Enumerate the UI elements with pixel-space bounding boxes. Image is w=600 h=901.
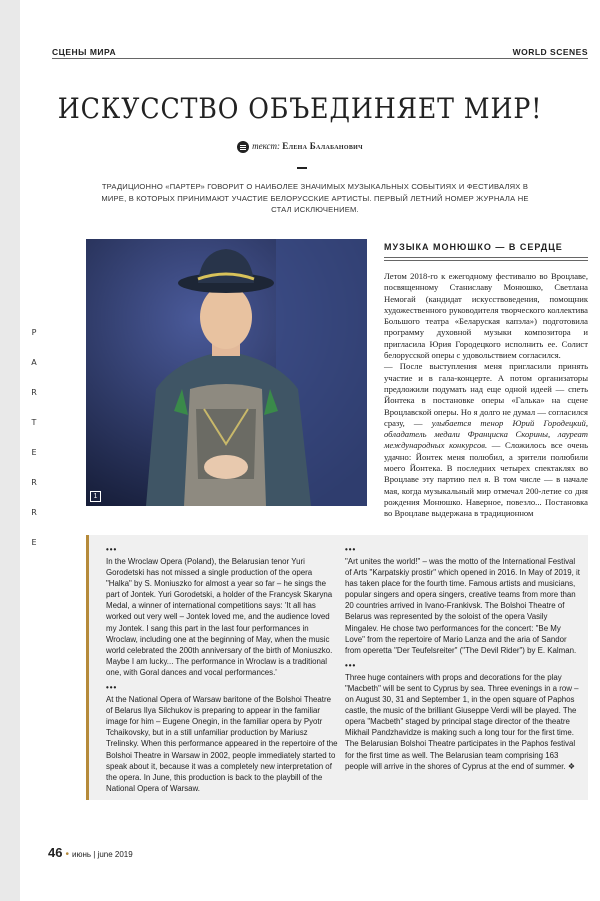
paragraph-marker: ••• bbox=[345, 660, 357, 670]
issue-date: июнь | june 2019 bbox=[71, 850, 133, 859]
quote-attribution: улыбается тенор Юрий Городецкий, обладатель медали Франциска Скорины, лауреат международных конкурсов. bbox=[384, 417, 589, 451]
side-label-parterre bbox=[28, 318, 40, 558]
english-column-right bbox=[345, 546, 581, 778]
text-author-icon bbox=[237, 141, 249, 153]
side-letter: A bbox=[31, 358, 37, 367]
english-summary-box bbox=[86, 535, 588, 800]
tenor-in-costume-photo bbox=[86, 239, 367, 506]
column-body bbox=[384, 271, 589, 519]
side-letter: E bbox=[31, 538, 37, 547]
side-letter: E bbox=[31, 448, 37, 457]
english-paragraph: At the National Opera of Warsaw baritone of the Bolshoi Theatre of Belarus Ilya Silchukov is preparing to appear in the familiar image for him – Eugene Onegin, in the familiar opera by Pyotr Tchaikovsky, but in a still unfamiliar production by Mariusz Trelinsky. When this performance appeared in the repertoire of the Bolshoi Theatre in Warsaw in 2002, people immediately started to speak about it, because it was a completely new interpretation of the opera. In June, this production is back to the playbill of the National Opera of Warsaw. bbox=[106, 695, 338, 793]
section-title-en: WORLD SCENES bbox=[512, 47, 588, 57]
article-photo bbox=[86, 239, 367, 506]
side-letter: P bbox=[31, 328, 37, 337]
column-title-rule bbox=[384, 257, 588, 258]
column-title: МУЗЫКА МОНЮШКО — В СЕРДЦЕ bbox=[384, 242, 563, 252]
english-paragraph: "Art unites the world!" – was the motto of the International Festival of Arts "Karpatskiy prostir" which opened in 2016. In May of 2019, it has taken place for the fourth time. Famous artists and musicians, popular singers and opera singers, creative teams from more than 20 countries arrived in Ivano-Frankivsk. The Bolshoi Theatre of Belarus was represented by the soloist of the opera Vasily Mingalev. He chose two performances for the concert: "Be My Love" from the repertoire of Mario Lanza and the aria of Sandor from operetta "Der Teufelsreiter" ("The Devil Rider") by E. Kalman. bbox=[345, 557, 580, 655]
article-headline: ИСКУССТВО ОБЪЕДИНЯЕТ МИР! bbox=[57, 92, 543, 125]
decorative-dash bbox=[297, 167, 307, 169]
column-title-rule-2 bbox=[384, 260, 588, 261]
section-title-ru: СЦЕНЫ МИРА bbox=[52, 47, 117, 57]
side-letter: R bbox=[31, 478, 37, 487]
english-paragraph bbox=[345, 672, 581, 772]
footer-bullet: • bbox=[65, 849, 69, 860]
english-paragraph-text: Three huge containers with props and decorations for the play "Macbeth" will be sent to Cyprus by sea. Three evenings in a row – on August 30, 31 and September 1, in the open square of Paphos castle, the music of the brilliant Giuseppe Verdi will be played. The opera "Macbeth" staged by principal stage director of the theatre Mikhail Pandzhavidze is making such a long tour for the first time. The Belarusian Bolshoi Theatre participates in the Paphos festival for the first time as well. The Belarusian team comprising 163 people will arrive in the shores of Cyprus at the end of summer. bbox=[345, 672, 579, 771]
end-mark-icon: ❖ bbox=[567, 761, 575, 771]
byline-author: Елена Балабанович bbox=[282, 141, 363, 152]
column-paragraph bbox=[384, 361, 588, 519]
left-margin-strip bbox=[0, 0, 20, 901]
side-letter: R bbox=[31, 388, 37, 397]
side-letter: T bbox=[31, 418, 37, 427]
page-number: 46 bbox=[48, 845, 63, 860]
quote-continuation: — Сложилось все очень удачно: Йонтек меня полюбил, а зрители полюбили моего Йонтека. В последних четырех спектаклях во Вроцлаве эту партию пел я. В том числе — в начале мая, когда музыкальный мир отмечал 200-летие со дня рождения Монюшко. Наверное, повезло... Постановка во Вроцлаве выдержана в традиционном bbox=[384, 440, 589, 519]
side-letter: R bbox=[31, 508, 37, 517]
paragraph-marker: ••• bbox=[106, 545, 118, 554]
paragraph-marker: ••• bbox=[345, 545, 357, 554]
byline-label: текст: bbox=[252, 141, 283, 152]
article-lead: ТРАДИЦИОННО «ПАРТЕР» ГОВОРИТ О НАИБОЛЕЕ ЗНАЧИМЫХ МУЗЫКАЛЬНЫХ СОБЫТИЯХ И ФЕСТИВАЛЯХ В МИРЕ, В КОТОРЫХ ПРИНИМАЮТ УЧАСТИЕ БЕЛОРУССКИЕ АРТИСТЫ. ПЕРВЫЙ ЛЕТНИЙ НОМЕР ЖУРНАЛА НЕ СТАЛ ИСКЛЮЧЕНИЕМ. bbox=[101, 182, 529, 214]
byline bbox=[0, 141, 600, 153]
english-column-left bbox=[106, 546, 338, 800]
english-paragraph: In the Wroclaw Opera (Poland), the Belarusian tenor Yuri Gorodetski has not missed a single production of the opera "Halka" by S. Moniuszko for almost a year so far – he sings the part of Jontek. Yuri Gorodetski, a holder of the Francysk Skaryna Medal, a winner of international competitions says: 'It all has worked out very well – Jontek loved me, and the audience loved my Jontek. I sang this part in the last four performances in Wroclaw, including one at the beginning of May, when the music world celebrated the 200th anniversary of the birth of Moniuszko. Maybe I am lucky... The performance in Wroclaw is a traditional one, with Goral dances and vocal performances.' bbox=[106, 557, 333, 677]
header-divider bbox=[52, 58, 588, 59]
quote-start: — После выступления меня пригласили принять участие и в гала-концерте. А потом организаторы предложили подумать над еще одной идеей — спеть Йонтека в постановке оперы «Галька» на сцене Вроцлавской оперы. Но я долго не думал — согласился сразу, — bbox=[384, 361, 588, 428]
page-footer bbox=[48, 845, 133, 860]
paragraph-marker: ••• bbox=[106, 683, 118, 693]
photo-number-badge: 1 bbox=[90, 491, 101, 502]
column-paragraph: Летом 2018-го к ежегодному фестивалю во Вроцлаве, посвященному Станиславу Монюшко, Светлана Немогай (кандидат искусствоведения, помощник художественного руководителя творческого коллектива Большого театра «Беларуская капэла») подготовила программу духовной музыки композитора и пригласила Юрия Городецкого исполнить ее. Солист белорусской оперы с удовольствием согласился. bbox=[384, 271, 588, 361]
